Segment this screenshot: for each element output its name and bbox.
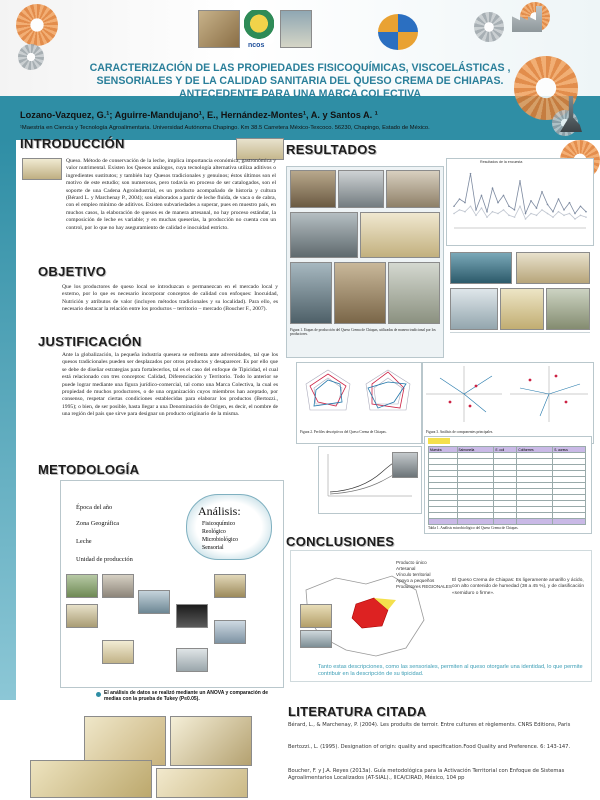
data-point: [585, 216, 587, 218]
pca-chart: [426, 366, 502, 422]
series-line: [454, 206, 586, 219]
chart-title: Resultados de la encuesta: [480, 160, 523, 164]
method-photo: [138, 590, 170, 614]
figure2-caption: Figura 2. Perfiles descriptivos del Queso Crema de Chiapas.: [300, 430, 387, 434]
analisis-item: Reológico: [202, 529, 226, 535]
data-point: [580, 215, 582, 217]
data-point: [530, 200, 532, 202]
reference-item: Bertozzi., L. (1995). Designation of origin: quality and specification.Food Quality and Preference. 6: 143-147.: [288, 744, 571, 750]
data-point: [585, 211, 587, 213]
pca-chart: [510, 366, 588, 422]
method-photo: [102, 574, 134, 598]
data-point: [563, 215, 565, 217]
analisis-item: Fisicoquímico: [202, 521, 236, 527]
data-point: [503, 195, 505, 197]
bullet-icon: [96, 692, 101, 697]
data-point: [492, 187, 494, 189]
data-point: [470, 173, 472, 175]
data-point: [563, 209, 565, 211]
metodologia-label: Unidad de producción: [76, 556, 133, 563]
conclusion-highlight: Tanto estas descripciones, como las sensoriales, permiten al queso otorgarle una identidad, lo que permite contribuir en la descripción de su tipicidad.: [318, 664, 583, 677]
data-point: [508, 215, 510, 217]
data-point: [486, 216, 488, 218]
left-teal-band: [0, 140, 16, 700]
analisis-title: Análisis:: [198, 504, 241, 518]
result-photo: [450, 288, 498, 330]
section-heading-justificacion: JUSTIFICACIÓN: [38, 334, 142, 349]
conclusion-text: El Queso Crema de Chiapas: Es ligeramente amarillo y ácido, con alto contenido de humedad (38 a 45 %), y de clasificación «semiduro o firme».: [452, 578, 584, 596]
survey-chart: [448, 166, 590, 236]
data-point: [574, 213, 576, 215]
table-caption: Tabla 1. Análisis microbiológico del Queso Crema de Chiapas.: [428, 526, 519, 530]
data-point: [547, 213, 549, 215]
figure1-caption: Figura 1. Etapas de producción del Queso Crema de Chiapas, utilizadas de manera tradicional por los productores.: [290, 328, 436, 337]
data-point: [475, 215, 477, 217]
production-photo: [290, 170, 336, 208]
table-header-cell: Coliformes: [517, 447, 553, 453]
section-heading-metodologia: METODOLOGÍA: [38, 462, 140, 477]
result-photo: [546, 288, 590, 330]
data-point: [530, 213, 532, 215]
data-point: [453, 205, 455, 207]
map-label: Producto único: [396, 560, 427, 565]
table-header-cell: S. aureus: [553, 447, 586, 453]
metodologia-label: Leche: [76, 538, 92, 545]
method-photo: [176, 648, 208, 672]
production-photo: [290, 262, 332, 324]
logo-text: ncos: [248, 42, 265, 49]
analisis-item: Sensorial: [202, 545, 224, 551]
affiliation: ¹Maestría en Ciencia y Tecnología Agroalimentaria. Universidad Autónoma Chapingo. Km 38.5 Carretera México-Texcoco. 56230, Chapingo, Estado de México.: [20, 125, 430, 131]
data-point: [464, 211, 466, 213]
map-label: Artesanal: [396, 566, 416, 571]
metodologia-note: El análisis de datos se realizó mediante un ANOVA y comparación de medias con la prueba de Tukey (P≤0.05).: [104, 690, 269, 703]
data-point: [541, 209, 543, 211]
poster-title: CARACTERIZACIÓN DE LAS PROPIEDADES FISICOQUÍMICAS, VISCOELÁSTICAS , SENSORIALES Y DE LA CALIDAD SANITARIA DEL QUESO CREMA DE CHIAPAS. ANTECEDENTE PARA UNA MARCA COLECTIVA: [89, 62, 511, 100]
data-point: [481, 195, 483, 197]
section-heading-conclusiones: CONCLUSIONES: [286, 534, 395, 549]
data-point: [453, 213, 455, 215]
method-photo: [214, 574, 246, 598]
cheese-intro-photo-small: [22, 158, 62, 180]
reference-item: Bérard, L., & Marchenay, P. (2004). Les produits de terroir. Entre cultures et règlements. CNRS Editions, Paris: [288, 722, 571, 728]
production-photo: [334, 262, 386, 324]
conclusion-photo: [300, 604, 332, 628]
data-point: [569, 213, 571, 215]
gear-icon: [474, 12, 504, 42]
data-point: [459, 198, 461, 200]
conclusion-photo: [300, 630, 332, 648]
method-photo: [214, 620, 246, 644]
data-point: [552, 211, 554, 213]
data-point: [519, 180, 521, 182]
data-point: [508, 205, 510, 207]
method-photo: [66, 604, 98, 628]
figure3-caption: Figura 3. Análisis de componentes principales.: [426, 430, 494, 434]
method-photo: [66, 574, 98, 598]
cheese-photo: [198, 10, 240, 48]
cheese-intro-photo: [236, 138, 284, 160]
method-photo: [176, 604, 208, 628]
result-photo: [450, 252, 512, 284]
swirl-logo: [378, 14, 418, 50]
gear-icon: [18, 44, 44, 70]
rheometer-photo: [392, 452, 418, 478]
authors: Lozano-Vazquez, G.¹; Aguirre-Mandujano¹, E., Hernández-Montes¹, A. y Santos A. ¹: [20, 110, 378, 120]
map-label: Apoyo a pequeños: [396, 578, 435, 583]
data-point: [486, 211, 488, 213]
series-line: [454, 174, 586, 214]
metodologia-label: Zona Geográfica: [76, 520, 120, 527]
section-heading-literatura: LITERATURA CITADA: [288, 704, 427, 719]
map-label: Productores REGIONALES: [396, 584, 452, 589]
data-point: [569, 202, 571, 204]
data-point: [503, 209, 505, 211]
table-title-bar: [428, 438, 450, 444]
data-point: [514, 216, 516, 218]
map-label: Vínculo territorial: [396, 572, 431, 577]
data-point: [497, 213, 499, 215]
data-point: [558, 211, 560, 213]
cheese-bottom-photo: [84, 716, 166, 766]
section-heading-objetivo: OBJETIVO: [38, 264, 107, 279]
data-point: [580, 205, 582, 207]
section-heading-resultados: RESULTADOS: [286, 142, 377, 157]
production-photo: [290, 212, 358, 258]
data-point: [525, 213, 527, 215]
reference-item: Boucher, F. y J.A. Reyes (2013a). Guía metodológica para la Activación Territorial con Enfoque de Sistemas Agroalimentarios Localizados (AT-SIAL)., IICA/CIRAD, México, 104 pp: [288, 768, 565, 782]
radar-chart: [300, 366, 356, 422]
micro-table: [428, 446, 586, 525]
data-point: [536, 207, 538, 209]
metodologia-label: Época del año: [76, 504, 113, 511]
data-point: [464, 202, 466, 204]
data-point: [497, 202, 499, 204]
data-point: [492, 211, 494, 213]
analisis-item: Microbiológico: [202, 537, 239, 543]
data-point: [574, 218, 576, 220]
table-header-cell: Salmonella: [457, 447, 494, 453]
justificacion-text: Ante la globalización, la pequeña industria quesera se enfrenta ante adversidades, tal que los quesos tradicionales pueden ser desplazados por otros productos y desaparecer. Es por ello que se debe de diseñar estrategias para fortalecerlos, tal es el caso del enfoque de Tipicidad, el cual está relacionado con tres conceptos: Calidad, Diferenciación y Territorio. Todo lo anterior se puede lograr mediante una figura jurídico-comercial, tal como una Marca Colectiva, la cual es propiedad de muchos productores, o de una organización cuyos miembros han aceptado, por consenso, respetar ciertas condiciones establecidas para elaborar los productos (Bertozzi., 1995); o bien, de ser posible, hasta llegar a una Denominación de Origen, es decir, el nombre de una región del país que sirve para designar un producto originario de la misma.: [62, 352, 278, 418]
table-header-cell: E. coli: [494, 447, 517, 453]
introduccion-text: Queso. Método de conservación de la leche, implica importancia económica, gastronómica y valor nutrimental. Existen los Quesos análogos, cuya tecnología alternativa utiliza aditivos o ingredientes sustitutos; y también hay Quesos tradicionales y genuinos; éstos últimos son el motivo de este estudio; son numerosos, pero todavía en proceso de ser catalogados, son el soporte de una Cadena Agroindustrial, es un producto acompañado de historia y cultura (Bérard L. y Marchenay P., 2004); son elaborados a partir de leche fluida, de vaca o de cabra, con el empleo mínimo de aditivos. Existen subvariedades a superar, pues en muestro país, en muchos casos, la elaboración de quesos es de manera artesanal, no hay proceso estándar, la composición de leche es variable; y en muchas queserías, la producción no cuenta con un control, por lo que no hay aseguramiento de calidad e inocuidad estricto.: [66, 158, 276, 231]
data-point: [552, 216, 554, 218]
data-point: [541, 191, 543, 193]
production-photo: [338, 170, 384, 208]
method-photo: [102, 640, 134, 664]
result-photo: [516, 252, 590, 284]
production-photo: [360, 212, 440, 258]
university-logo: [244, 10, 274, 44]
result-photo-caption: [450, 332, 590, 343]
cheese-bottom-photo: [170, 716, 252, 766]
data-point: [547, 204, 549, 206]
data-point: [514, 209, 516, 211]
dairy-photo: [280, 10, 312, 48]
data-point: [481, 207, 483, 209]
objetivo-text: Que los productores de queso local se introduzcan o permanezcan en el mercado local y externo, por lo que es necesario incorporar conceptos de calidad con enfoques: Inocuidad, Nutrición y atributos de valor (incluyen métodos tradicionales y su localidad). Para ello, es necesario destacar la relación entre los productos – territorio – mercado (Boucher F., 2007).: [62, 284, 278, 313]
data-point: [519, 205, 521, 207]
gear-icon: [16, 4, 58, 46]
data-point: [470, 205, 472, 207]
production-photo: [388, 262, 440, 324]
data-point: [459, 209, 461, 211]
production-photo: [386, 170, 440, 208]
data-point: [558, 198, 560, 200]
result-photo: [500, 288, 544, 330]
data-point: [475, 209, 477, 211]
section-heading-introduccion: INTRODUCCIÓN: [20, 136, 125, 151]
cheese-bottom-photo: [30, 760, 152, 798]
table-header-cell: Muestra: [429, 447, 458, 453]
cheese-bottom-photo: [156, 768, 248, 798]
radar-chart: [360, 366, 416, 422]
data-point: [525, 218, 527, 220]
data-point: [536, 215, 538, 217]
